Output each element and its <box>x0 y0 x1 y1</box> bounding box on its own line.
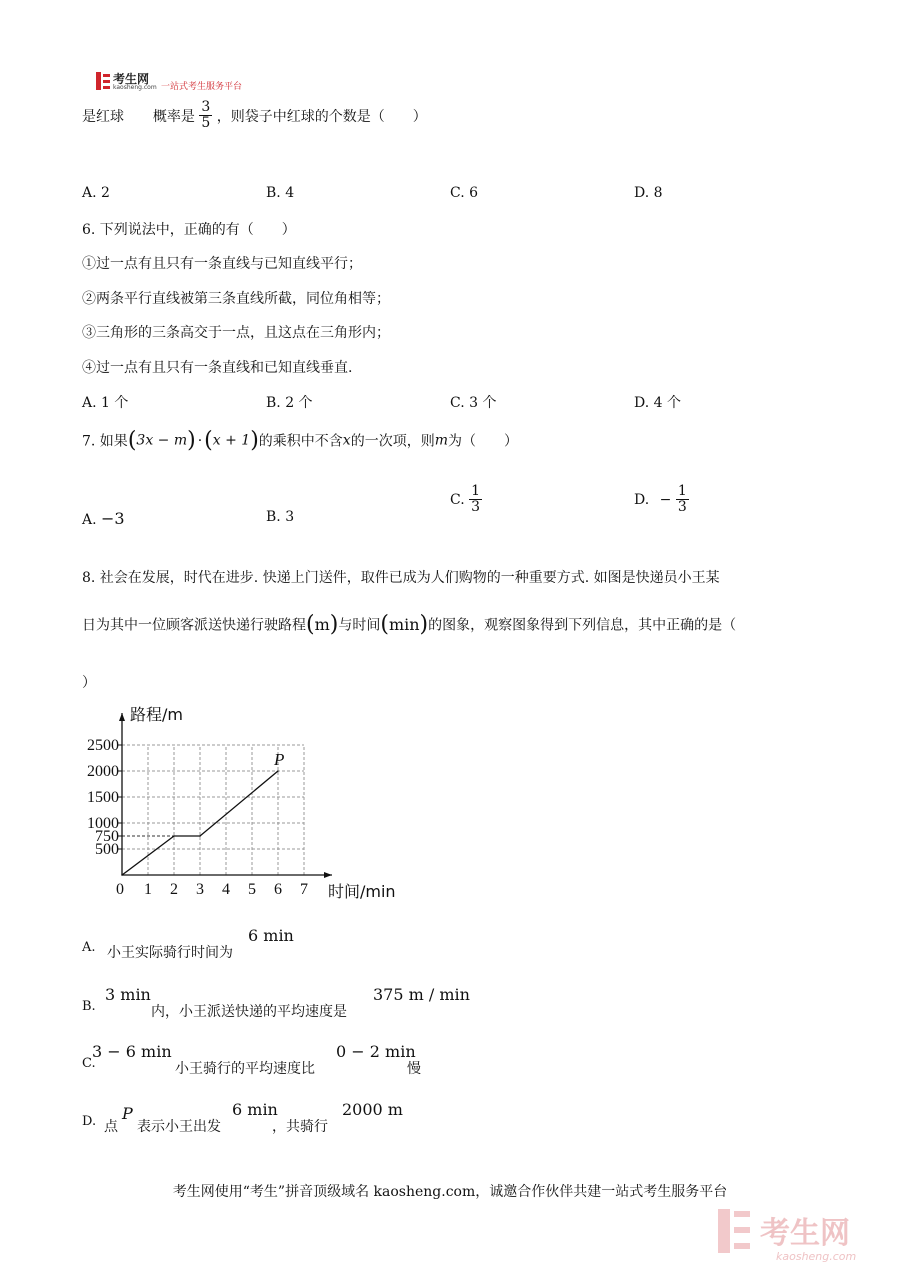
q8-stem-line3: ） <box>82 675 96 691</box>
logo-domain: kaosheng.com <box>113 84 157 91</box>
q7-suffix: 为（ ） <box>447 433 518 450</box>
q5-option-b[interactable]: B. 4 <box>266 185 295 201</box>
footer-text: 考生网使用“考生”拼音顶级域名 kaosheng.com，诚邀合作伙伴共建一站式考生服务平台 <box>172 1184 728 1200</box>
y-tick-label: 500 <box>95 841 119 858</box>
x-tick-label: 1 <box>144 881 152 898</box>
y-tick-label: 1000 <box>87 815 119 832</box>
q7-d-fraction: $\frac{1}{3}$ <box>677 483 687 516</box>
x-tick-label: 6 <box>274 881 282 898</box>
q6-statement: ③三角形的三条高交于一点，且这点在三角形内； <box>82 325 390 341</box>
q5-option-d[interactable]: D. 8 <box>634 185 663 201</box>
data-point <box>173 835 175 837</box>
y-tick-label: 750 <box>95 828 119 845</box>
y-tick-label: 2500 <box>87 737 119 754</box>
data-point <box>277 770 279 772</box>
x-tick-label: 4 <box>222 881 230 898</box>
q8-stem-line1: 8. 社会在发展，时代在进步. 快递上门送件，取件已成为人们购物的一种重要方式. 如图是快递员小王某 <box>82 570 720 586</box>
x-tick-label: 0 <box>116 881 124 898</box>
q7-mid2: 的一次项，则 <box>350 433 435 450</box>
q6-option-d[interactable]: D. 4 个 <box>634 395 681 411</box>
q8-unit-m: m <box>314 615 330 634</box>
q6-statement: ①过一点有且只有一条直线与已知直线平行； <box>82 256 362 272</box>
q7-option-d[interactable]: D. − $\frac{1}{3}$ <box>634 483 687 516</box>
q5-frac-den: 5 <box>201 115 211 132</box>
x-axis-arrow <box>324 872 332 878</box>
y-axis-label: 路程/m <box>130 705 183 724</box>
q5-text-end: ，则袋子中红球的个数是（ ） <box>216 108 427 125</box>
q5-stem <box>82 100 427 132</box>
q8-unit-min: min <box>388 615 420 634</box>
q6-statement: ②两条平行直线被第三条直线所截，同位角相等； <box>82 291 390 307</box>
q5-fraction <box>199 100 212 132</box>
watermark-logo <box>718 1205 878 1263</box>
x-tick-label: 2 <box>170 881 178 898</box>
q7-c-fraction: $\frac{1}{3}$ <box>471 483 481 516</box>
q6-option-c[interactable]: C. 3 个 <box>450 395 497 411</box>
logo-slogan: 一站式考生服务平台 <box>161 82 243 92</box>
watermark-text: 考生网 <box>760 1216 850 1251</box>
q7-mid: 的乘积中不含 <box>258 433 343 450</box>
x-tick-label: 3 <box>196 881 204 898</box>
q7-option-a[interactable]: A. −3 <box>82 509 125 528</box>
q7-dot: · <box>197 432 203 449</box>
x-tick-label: 7 <box>300 881 308 898</box>
q6-option-a[interactable]: A. 1 个 <box>82 395 129 411</box>
y-axis-arrow <box>119 713 125 721</box>
q7-var-x: x <box>342 432 351 449</box>
data-point <box>121 874 123 876</box>
q7-expr-a: 3x − m <box>136 432 188 449</box>
q7-prefix: 7. 如果 <box>82 433 128 450</box>
x-tick-label: 5 <box>248 881 256 898</box>
q7-var-m: m <box>434 432 448 449</box>
q5-text-mid: 概率是 <box>152 108 195 125</box>
watermark-icon <box>718 1209 730 1253</box>
q8-stem-line2: 日为其中一位顾客派送快递行驶路程(m)与时间(min)的图象，观察图象得到下列信息，其中正确的是（ <box>82 612 737 637</box>
distance-time-chart <box>87 700 430 910</box>
q5-text-start: 是红球 <box>82 108 124 125</box>
q6-option-b[interactable]: B. 2 个 <box>266 395 313 411</box>
y-tick-label: 1500 <box>87 789 119 806</box>
q7-option-b[interactable]: B. 3 <box>266 509 295 525</box>
y-tick-label: 2000 <box>87 763 119 780</box>
q5-frac-num: 3 <box>201 99 211 115</box>
q6-stem: 6. 下列说法中，正确的有（ ） <box>82 222 296 238</box>
q6-statement: ④过一点有且只有一条直线和已知直线垂直. <box>82 360 353 376</box>
watermark-domain: kaosheng.com <box>776 1250 857 1263</box>
q5-option-c[interactable]: C. 6 <box>450 185 479 201</box>
q7-option-c[interactable]: C. $\frac{1}{3}$ <box>450 483 481 516</box>
data-point <box>199 835 201 837</box>
q7-expr-b: x + 1 <box>212 432 251 449</box>
logo-name: 考生网 <box>113 72 150 86</box>
q5-option-a[interactable]: A. 2 <box>82 185 110 201</box>
x-axis-label: 时间/min <box>328 882 396 901</box>
q7-stem: 7. 如果(3x − m) ·(x + 1)的乘积中不含x的一次项，则m为（ ） <box>82 428 518 453</box>
logo-icon <box>96 72 110 90</box>
point-label-p: P <box>274 750 285 769</box>
